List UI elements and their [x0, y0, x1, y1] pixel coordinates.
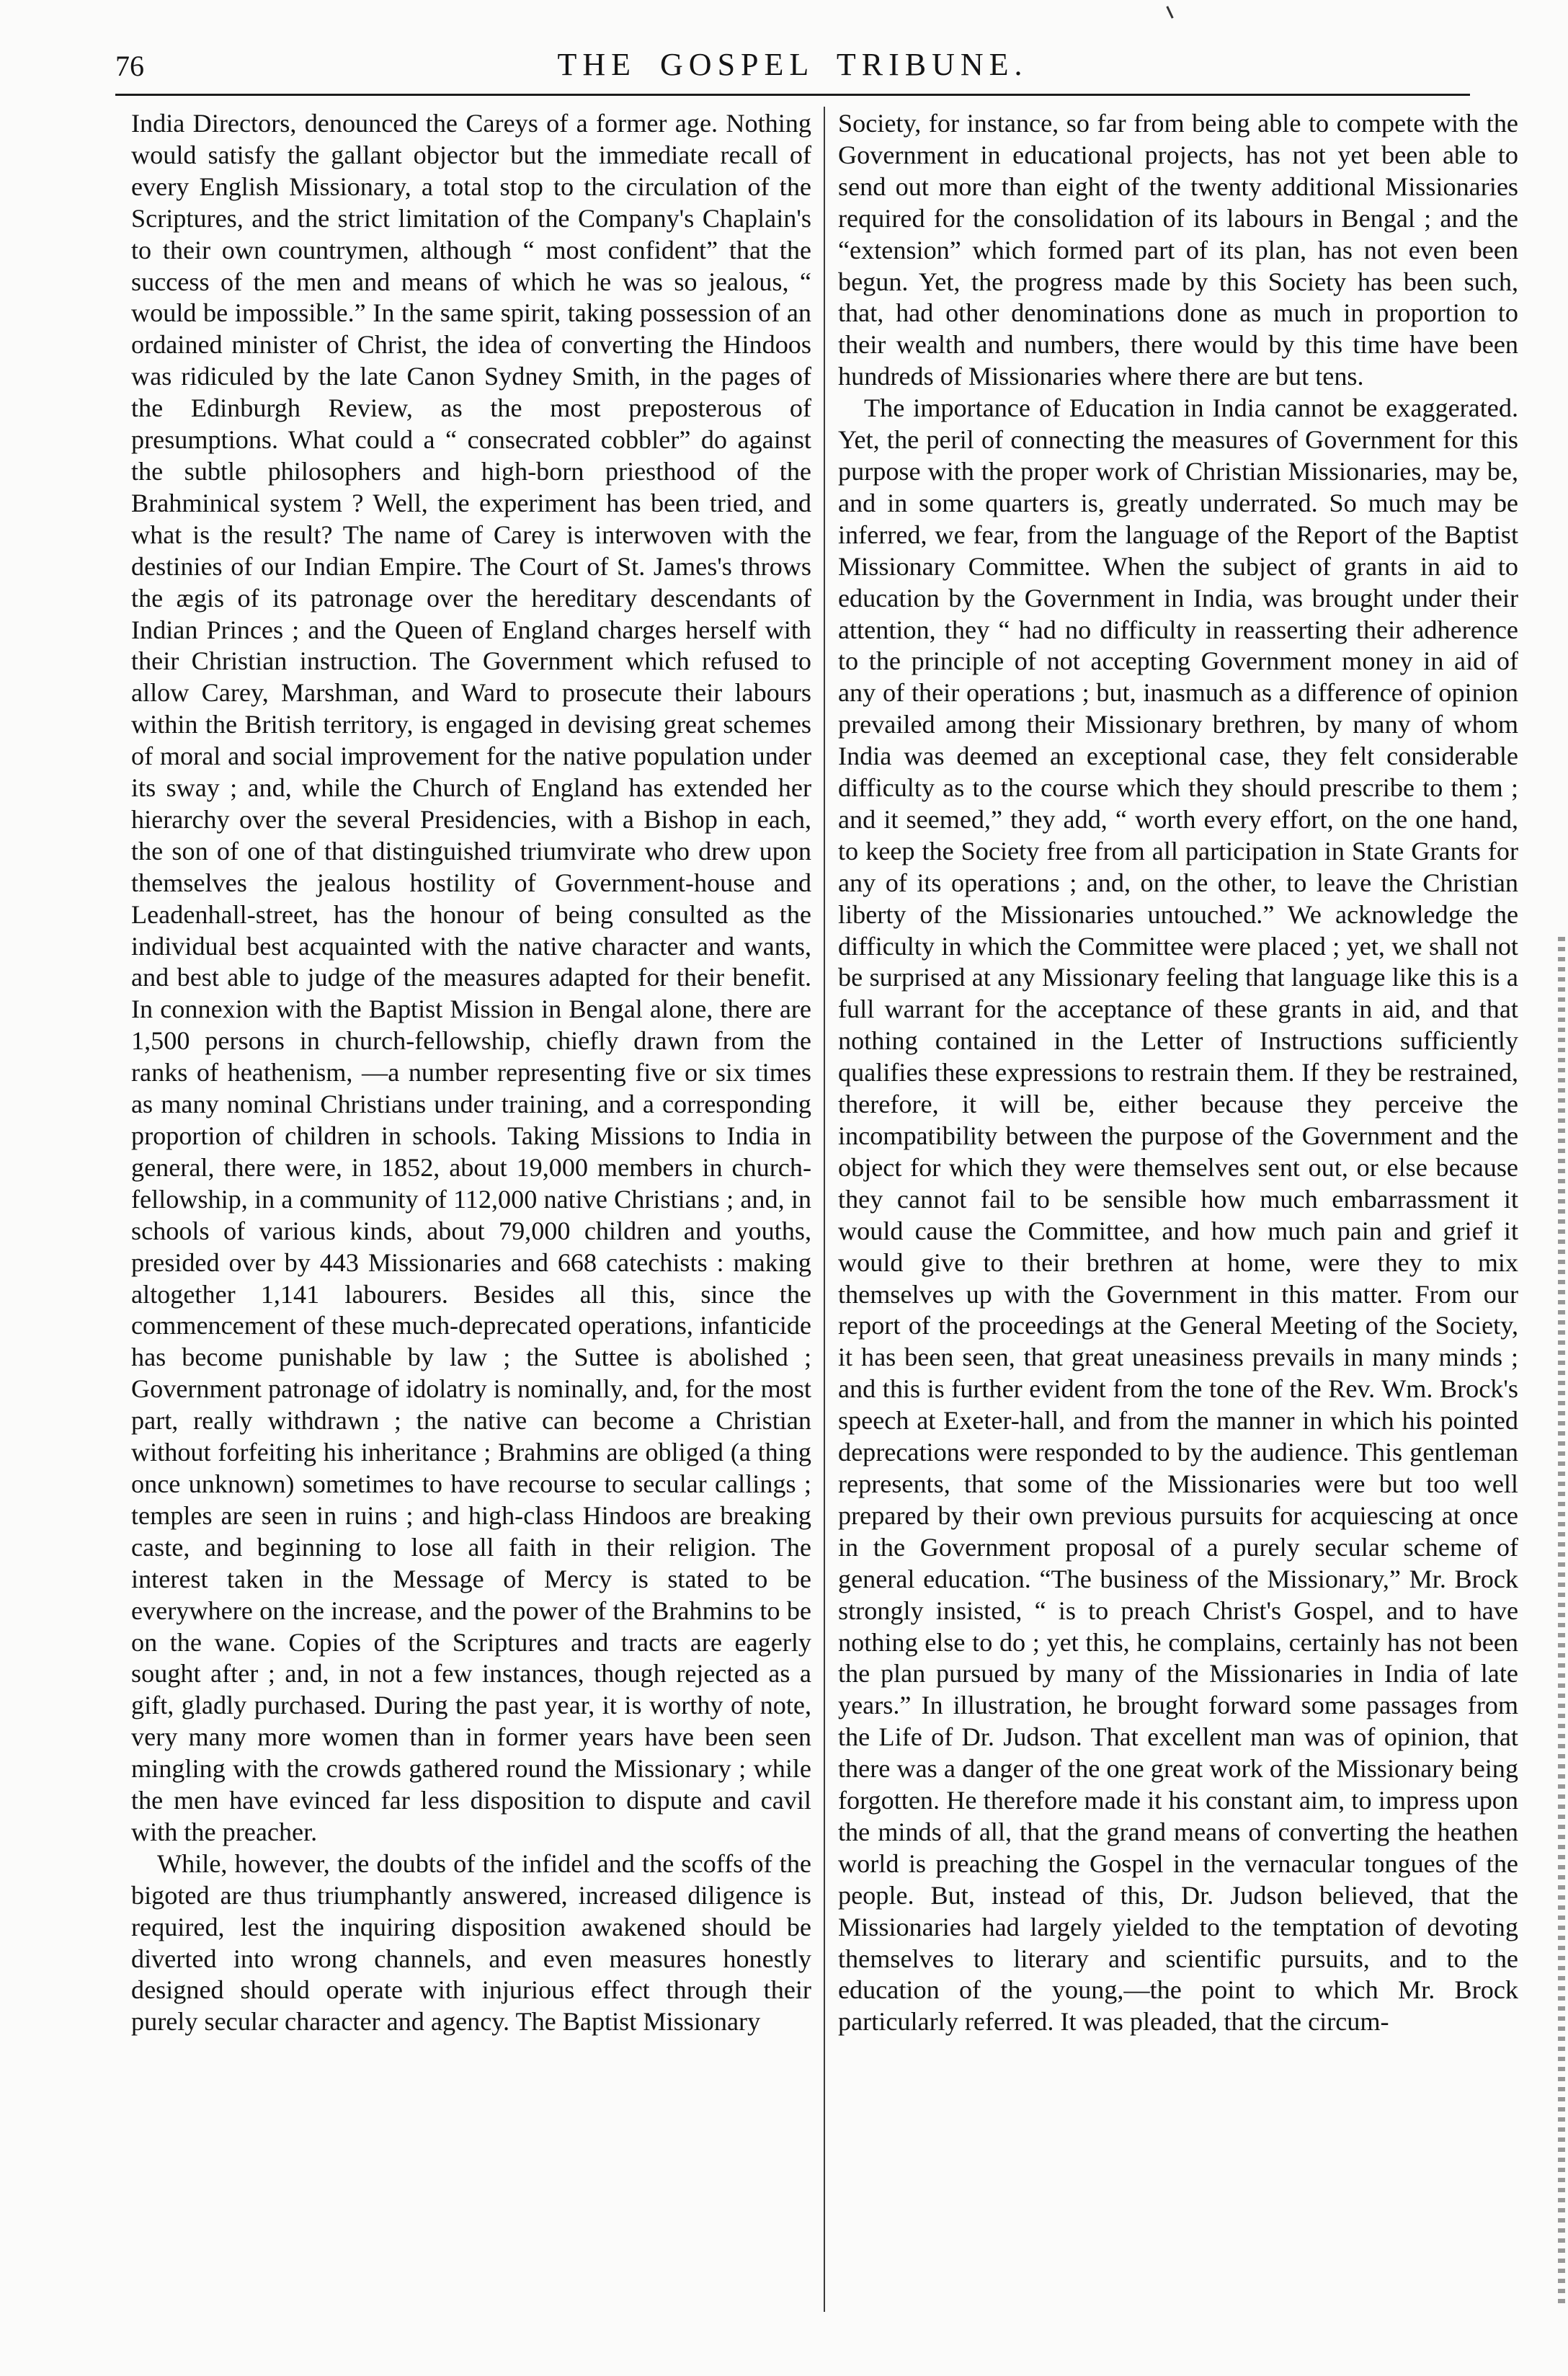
page-number: 76 — [115, 50, 144, 82]
column-divider — [824, 107, 825, 2312]
right-paragraph-1: Society, for instance, so far from being able to compete with the Government in educational projects, has not yet been able to send out more than eight of the twenty additional Missionaries required for the consolidation of its labours in Bengal ; and the “extension” which formed part of its plan, has not even been begun. Yet, the progress made by this Society has been such, that, had other denominations done as much in proportion to their wealth and numbers, there would by this time have been hundreds of Missionaries where there are but tens. — [838, 109, 1518, 391]
page-edge-scan-mark — [1558, 937, 1565, 2306]
stray-ink-mark — [1166, 6, 1173, 19]
left-paragraph-1: India Directors, denounced the Careys of a former age. Nothing would satisfy the gallant objector but the immediate recall of every English Missionary, a total stop to the circulation of the Scriptures, and the strict limitation of the Company's Chaplain's to their own countrymen, although “ most confident” that the success of the men and means of which he was so jealous, “ would be impossible.” In the same spirit, taking possession of an ordained minister of Christ, the idea of converting the Hindoos was ridiculed by the late Canon Sydney Smith, in the pages of the Edinburgh Review, as the most preposterous of presumptions. What could a “ consecrated cobbler” do against the subtle philosophers and high-born priesthood of the Brahminical system ? Well, the experiment has been tried, and what is the result? The name of Carey is interwoven with the destinies of our Indian Empire. The Court of St. James's throws the ægis of its patronage over the hereditary descendants of Indian Princes ; and the Queen of England charges herself with their Christian instruction. The Government which refused to allow Carey, Marshman, and Ward to prosecute their labours within the British territory, is engaged in devising great schemes of moral and social improvement for the native population under its sway ; and, while the Church of England has extended her hierarchy over the several Presidencies, with a Bishop in each, the son of one of that distinguished triumvirate who drew upon themselves the jealous hostility of Government-house and Leadenhall-street, has the honour of being consulted as the individual best acquainted with the native character and wants, and best able to judge of the measures adapted for their benefit. In connexion with the Baptist Mission in Bengal alone, there are 1,500 persons in church-fellowship, chiefly drawn from the ranks of heathenism, —a number representing five or six times as many nominal Christians under training, and a corresponding proportion of children in schools. Taking Missions to India in general, there were, in 1852, about 19,000 members in church-fellowship, in a community of 112,000 native Christians ; and, in schools of various kinds, about 79,000 children and youths, presided over by 443 Missionaries and 668 catechists : making altogether 1,141 labourers. Besides all this, since the commencement of these much-deprecated operations, infanticide has become punishable by law ; the Suttee is abolished ; Government patronage of idolatry is nominally, and, for the most part, really withdrawn ; the native can become a Christian without forfeiting his inheritance ; Brahmins are obliged (a thing once unknown) sometimes to have recourse to secular callings ; temples are seen in ruins ; and high-class Hindoos are breaking caste, and beginning to lose all faith in their religion. The interest taken in the Message of Mercy is stated to be everywhere on the increase, and the power of the Brahmins to be on the wane. Copies of the Scriptures and tracts are eagerly sought after ; and, in not a few instances, though rejected as a gift, gladly purchased. During the past year, it is worthy of note, very many more women than in former years have been seen mingling with the crowds gathered round the Missionary ; while the men have evinced far less disposition to dispute and cavil with the preacher. — [131, 109, 811, 1846]
running-title: THE GOSPEL TRIBUNE. — [557, 47, 1028, 82]
header-rule — [115, 94, 1470, 96]
left-paragraph-2: While, however, the doubts of the infidel and the scoffs of the bigoted are thus triumphantly answered, increased diligence is required, lest the inquiring disposition awakened should be diverted into wrong channels, and even measures honestly designed should operate with injurious effect through their purely secular character and agency. The Baptist Missionary — [131, 1848, 811, 2037]
page-header — [115, 43, 1470, 89]
right-paragraph-2: The importance of Education in India cannot be exaggerated. Yet, the peril of connecting the measures of Government for this purpose with the proper work of Christian Missionaries, may be, and in some quarters is, greatly underrated. So much may be inferred, we fear, from the language of the Report of the Baptist Missionary Committee. When the subject of grants in aid to education by the Government in India, was brought under their attention, they “ had no difficulty in reasserting their adherence to the principle of not accepting Government money in aid of any of their operations ; but, inasmuch as a difference of opinion prevailed among their Missionary brethren, by many of whom India was deemed an exceptional case, they felt considerable difficulty as to the course which they should prescribe to them ; and it seemed,” they add, “ worth every effort, on the one hand, to keep the Society free from all participation in State Grants for any of its operations ; and, on the other, to leave the Christian liberty of the Missionaries untouched.” We acknowledge the difficulty in which the Committee were placed ; yet, we shall not be surprised at any Missionary feeling that language like this is a full warrant for the acceptance of these grants in aid, and that nothing contained in the Letter of Instructions sufficiently qualifies these expressions to restrain them. If they be restrained, therefore, it will be, either because they perceive the incompatibility between the purpose of the Government and the object for which they were themselves sent out, or else because they cannot fail to be sensible how much embarrassment it would cause the Committee, and how much pain and grief it would give to their brethren at home, were they to mix themselves up with the Government in this matter. From our report of the proceedings at the General Meeting of the Society, it has been seen, that great uneasiness prevails in many minds ; and this is further evident from the tone of the Rev. Wm. Brock's speech at Exeter-hall, and from the manner in which his pointed deprecations were responded to by the audience. This gentleman represents, that some of the Missionaries were but too well prepared by their own previous pursuits for acquiescing at once in the Government proposal of a purely secular scheme of general education. “The business of the Missionary,” Mr. Brock strongly insisted, “ is to preach Christ's Gospel, and to have nothing else to do ; yet this, he complains, certainly has not been the plan pursued by many of the Missionaries in India of late years.” In illustration, he brought forward some passages from the Life of Dr. Judson. That excellent man was of opinion, that there was a danger of the one great work of the Missionary being forgotten. He therefore made it his constant aim, to impress upon the minds of all, that the grand means of converting the heathen world is preaching the Gospel in the vernacular tongues of the people. But, instead of this, Dr. Judson believed, that the Missionaries had largely yielded to the temptation of devoting themselves to literary and scientific pursuits, and to the education of the young,—the point to which Mr. Brock particularly referred. It was pleaded, that the circum- — [838, 393, 1518, 2037]
right-column — [838, 108, 1518, 2313]
left-column — [131, 108, 811, 2313]
